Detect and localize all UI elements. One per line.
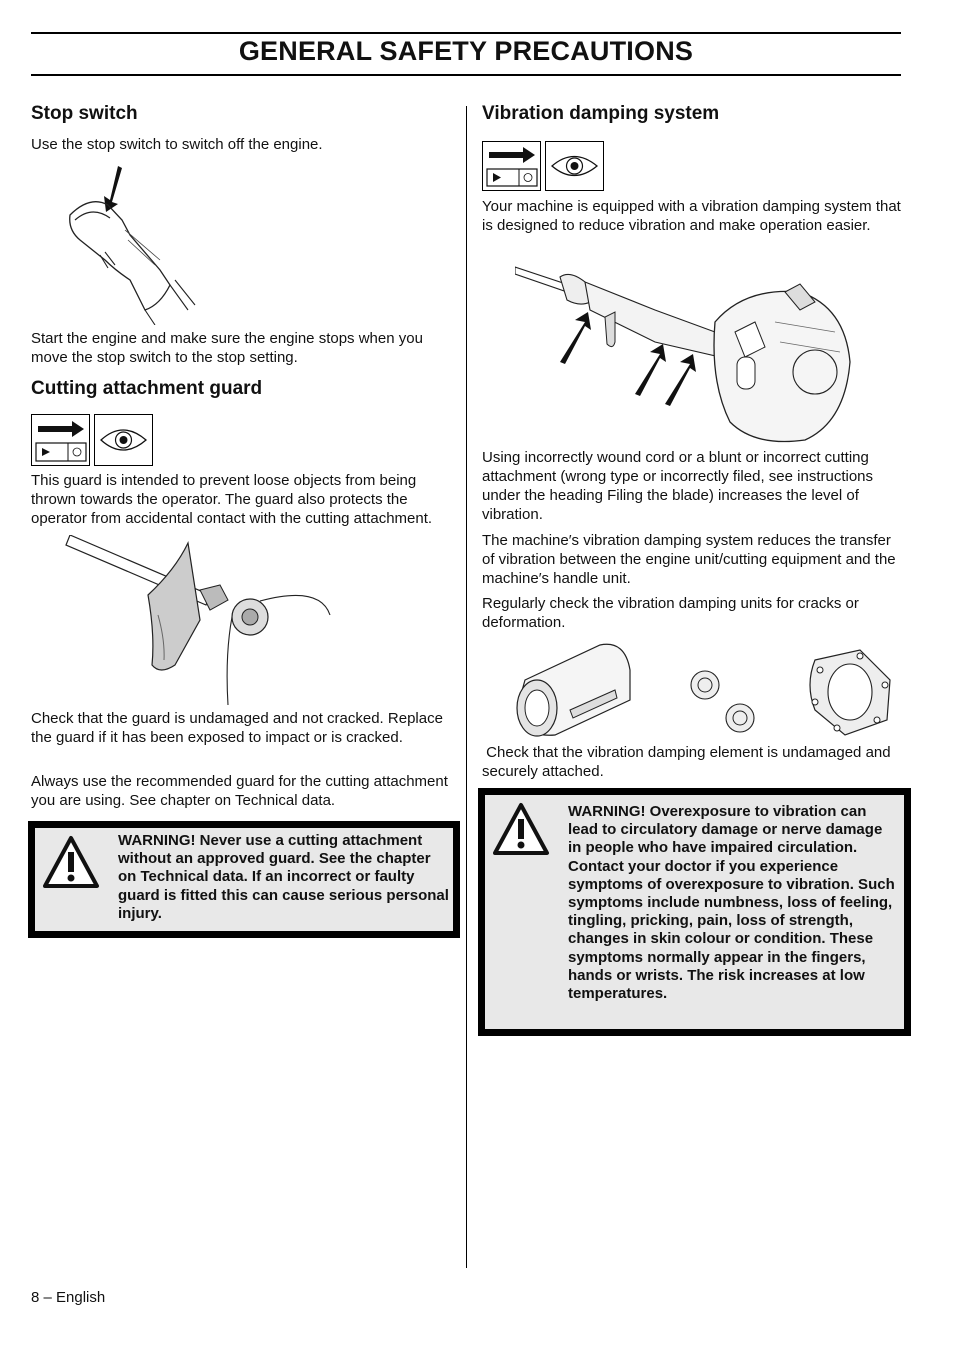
vibration-warning-panel xyxy=(485,795,904,1029)
guard-warning-box xyxy=(28,821,460,938)
manual-arrow-icon-2 xyxy=(482,141,541,191)
vibration-warning-box xyxy=(478,788,911,1036)
vibration-intro: Your machine is equipped with a vibration damping system that is designed to reduce vibration and make operation easier. xyxy=(482,198,901,234)
title-underline xyxy=(31,74,901,76)
eye-icon xyxy=(94,414,153,466)
column-divider xyxy=(466,106,467,1268)
warning-triangle-icon-2 xyxy=(491,801,551,857)
stop-switch-heading: Stop switch xyxy=(31,103,138,124)
eye-icon-2 xyxy=(545,141,604,191)
vibration-p2: Using incorrectly wound cord or a blunt or incorrect cutting attachment (wrong type or incorrectly filed, see instructions under the heading Filing the blade) increases the level of vibration. xyxy=(482,449,874,523)
guard-warning-panel xyxy=(35,828,453,931)
warning-triangle-icon xyxy=(41,834,101,890)
guard-always: Always use the recommended guard for the cutting attachment you are using. See chapter on Technical data. xyxy=(31,773,448,809)
vibration-p5: Check that the vibration damping element is undamaged and securely attached. xyxy=(482,744,895,780)
guard-warning-text: WARNING! Never use a cutting attachment without an approved guard. See the chapter on Technical data. If an incorrect or faulty guard is fitted this can cause serious personal injury. xyxy=(118,832,449,922)
vibration-illustration xyxy=(515,262,860,447)
stop-switch-after: Start the engine and make sure the engine stops when you move the stop switch to the stop setting. xyxy=(31,330,423,366)
guard-illustration xyxy=(60,535,350,705)
guard-check: Check that the guard is undamaged and not cracked. Replace the guard if it has been exposed to impact or is cracked. xyxy=(31,710,443,746)
guard-intro: This guard is intended to prevent loose objects from being thrown towards the operator. The guard also protects the operator from accidental contact with the cutting attachment. xyxy=(31,472,433,527)
vibration-p3: The machine′s vibration damping system reduces the transfer of vibration between the engine unit/cutting equipment and the machine′s handle unit. xyxy=(482,532,896,587)
damping-elements-illustration xyxy=(515,640,895,740)
vibration-warning-text: WARNING! Overexposure to vibration can lead to circulatory damage or nerve damage in people who have impaired circulation. Contact your doctor if you experience symptoms of overexposure to vibration. Such symptoms include numbness, loss of feeling, tingling, pricking, pain, loss of strength, changes in skin colour or condition. These symptoms normally appear in the fingers, hands or wrists. The risk increases at low temperatures. xyxy=(568,803,895,1003)
stop-switch-illustration xyxy=(60,160,210,325)
page-title: GENERAL SAFETY PRECAUTIONS xyxy=(238,36,694,66)
vibration-p4: Regularly check the vibration damping units for cracks or deformation. xyxy=(482,595,859,631)
guard-heading: Cutting attachment guard xyxy=(31,378,263,399)
manual-arrow-icon xyxy=(31,414,90,466)
stop-switch-intro: Use the stop switch to switch off the engine. xyxy=(31,136,323,153)
page-footer: 8 – English xyxy=(31,1289,106,1306)
vibration-heading: Vibration damping system xyxy=(482,103,720,124)
top-rule xyxy=(31,32,901,34)
